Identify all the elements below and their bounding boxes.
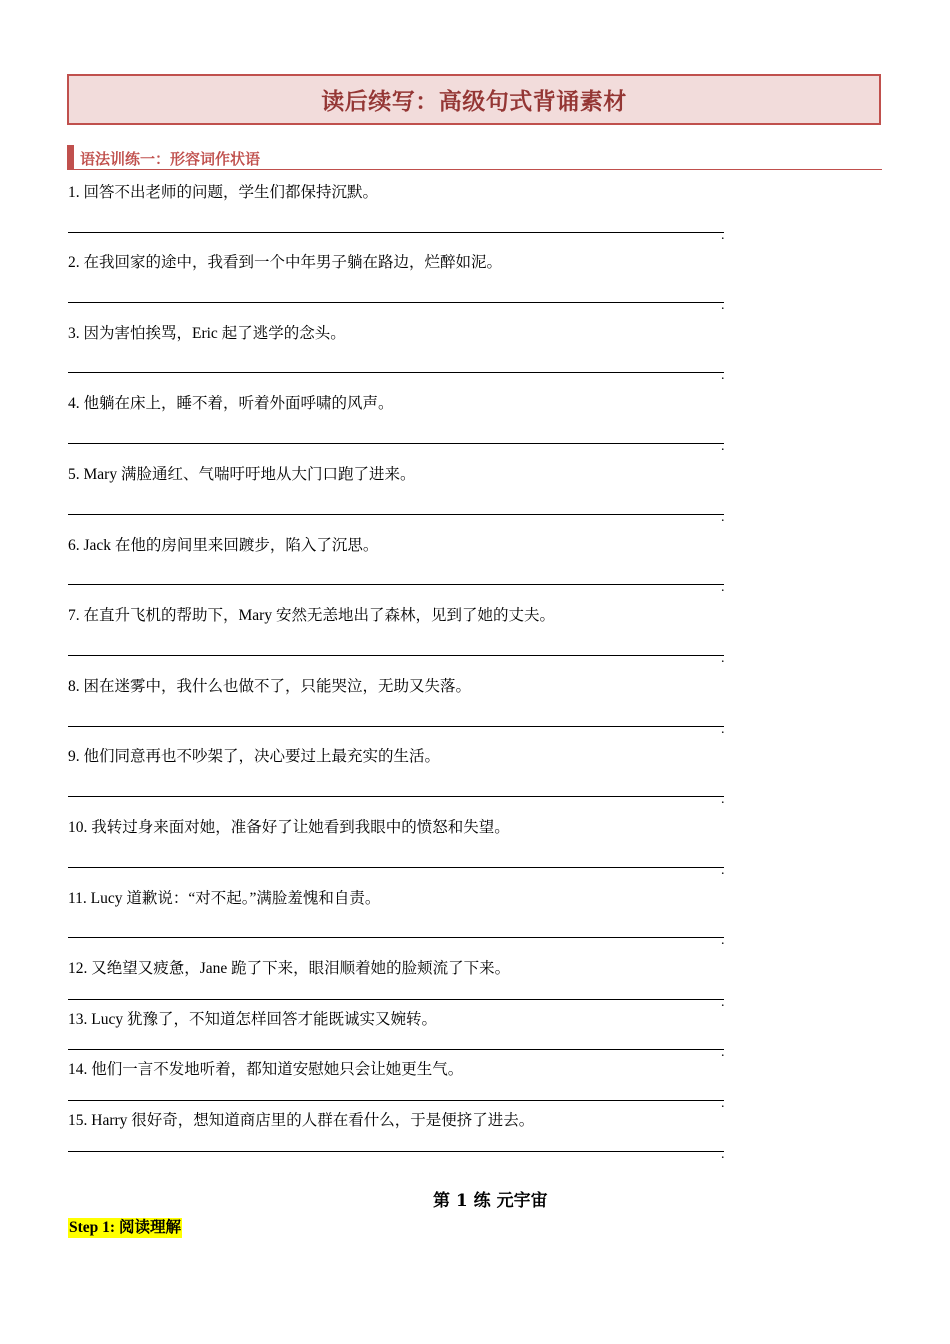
lesson-title: 第 1 练 元宇宙 (433, 1191, 548, 1211)
answer-line-period: . (721, 580, 725, 595)
question-item: 10. 我转过身来面对她，准备好了让她看到我眼中的愤怒和失望。 (68, 819, 510, 836)
question-item: 15. Harry 很好奇，想知道商店里的人群在看什么，于是便挤了进去。 (68, 1112, 535, 1129)
answer-line[interactable] (68, 514, 724, 515)
answer-line-period: . (721, 439, 725, 454)
answer-line[interactable] (68, 232, 724, 233)
section-accent-bar (67, 145, 74, 169)
answer-line[interactable] (68, 302, 724, 303)
answer-line[interactable] (68, 726, 724, 727)
answer-line[interactable] (68, 796, 724, 797)
question-item: 3. 因为害怕挨骂，Eric 起了逃学的念头。 (68, 325, 346, 342)
answer-line-period: . (721, 510, 725, 525)
answer-line[interactable] (68, 655, 724, 656)
question-item: 8. 困在迷雾中，我什么也做不了，只能哭泣，无助又失落。 (68, 678, 472, 695)
answer-line[interactable] (68, 372, 724, 373)
question-item: 12. 又绝望又疲惫，Jane 跪了下来，眼泪顺着她的脸颊流了下来。 (68, 960, 511, 977)
title-banner (67, 74, 881, 125)
answer-line[interactable] (68, 443, 724, 444)
answer-line[interactable] (68, 1151, 724, 1152)
question-item: 1. 回答不出老师的问题，学生们都保持沉默。 (68, 184, 379, 201)
section-title: 语法训练一：形容词作状语 (80, 150, 261, 168)
answer-line[interactable] (68, 937, 724, 938)
page-title: 读后续写：高级句式背诵素材 (321, 89, 627, 115)
answer-line[interactable] (68, 584, 724, 585)
question-item: 4. 他躺在床上，睡不着，听着外面呼啸的风声。 (68, 395, 394, 412)
question-item: 6. Jack 在他的房间里来回踱步，陷入了沉思。 (68, 537, 379, 554)
answer-line[interactable] (68, 867, 724, 868)
answer-line-period: . (721, 933, 725, 948)
question-item: 2. 在我回家的途中，我看到一个中年男子躺在路边，烂醉如泥。 (68, 254, 503, 271)
answer-line-period: . (721, 298, 725, 313)
answer-line-period: . (721, 722, 725, 737)
answer-line[interactable] (68, 1100, 724, 1101)
answer-line-period: . (721, 1045, 725, 1060)
answer-line-period: . (721, 368, 725, 383)
answer-line-period: . (721, 651, 725, 666)
answer-line-period: . (721, 1096, 725, 1111)
question-item: 11. Lucy 道歉说：“对不起。”满脸羞愧和自责。 (68, 890, 381, 907)
question-item: 7. 在直升飞机的帮助下，Mary 安然无恙地出了森林，见到了她的丈夫。 (68, 607, 555, 624)
question-item: 5. Mary 满脸通红、气喘吁吁地从大门口跑了进来。 (68, 466, 416, 483)
answer-line-period: . (721, 1147, 725, 1162)
answer-line-period: . (721, 995, 725, 1010)
answer-line-period: . (721, 792, 725, 807)
section-header (67, 145, 882, 170)
answer-line[interactable] (68, 999, 724, 1000)
question-item: 13. Lucy 犹豫了，不知道怎样回答才能既诚实又婉转。 (68, 1011, 437, 1028)
question-item: 9. 他们同意再也不吵架了，决心要过上最充实的生活。 (68, 748, 441, 765)
answer-line-period: . (721, 863, 725, 878)
answer-line-period: . (721, 228, 725, 243)
question-item: 14. 他们一言不发地听着，都知道安慰她只会让她更生气。 (68, 1061, 464, 1078)
step-label: Step 1: 阅读理解 (69, 1219, 181, 1236)
answer-line[interactable] (68, 1049, 724, 1050)
